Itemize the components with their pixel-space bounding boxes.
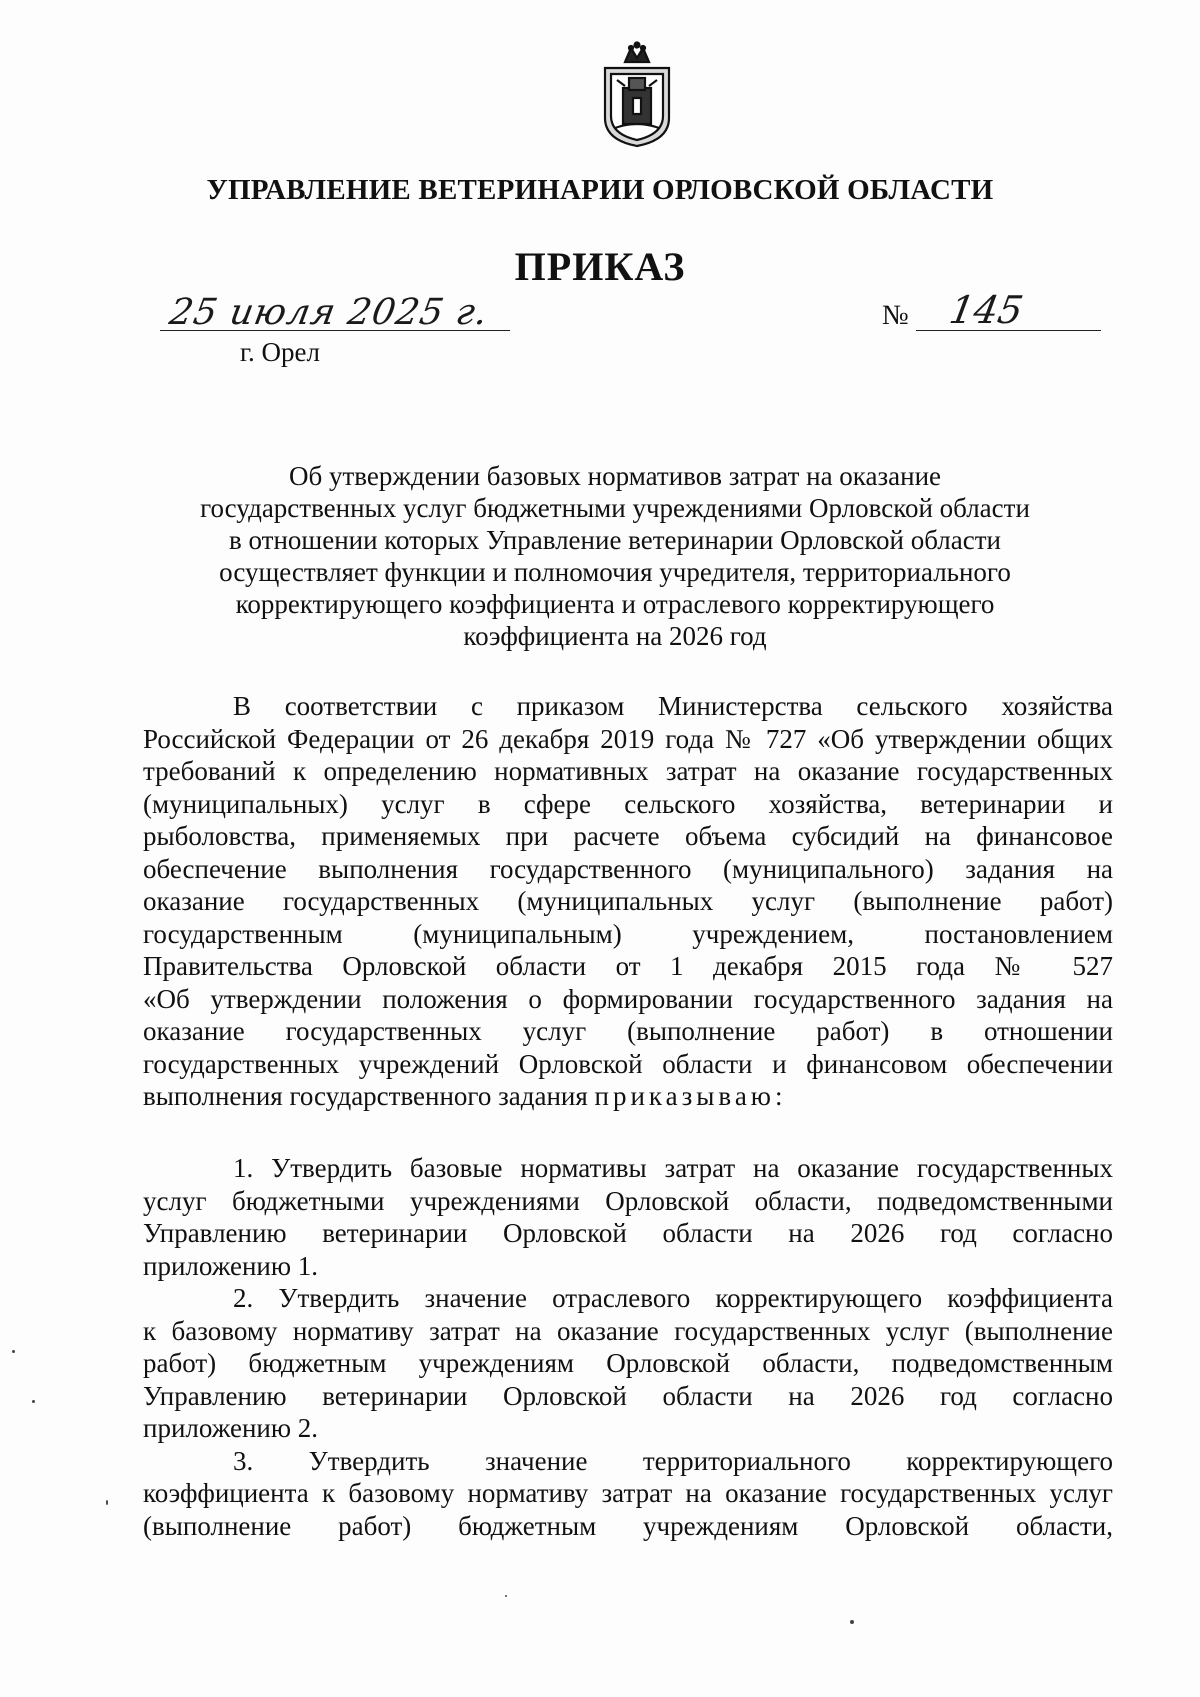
item-line: 1. Утвердить базовые нормативы затрат на оказание государственных [233,1153,1113,1183]
item-line: Управлению ветеринарии Орловской области на 2026 год согласно [143,1380,1113,1411]
preamble-line: Правительства Орловской области от 1 декабря 2015 года № 527 [143,951,1113,981]
order-command: приказываю: [594,1081,787,1111]
order-item-2 [143,1282,1113,1445]
item-line: Управлению ветеринарии Орловской области на 2026 год согласно [143,1218,1113,1248]
number-underline [916,330,1101,331]
preamble-line: оказание государственных услуг (выполнение работ) в отношении [143,1016,1113,1046]
preamble-line: рыболовства, применяемых при расчете объема субсидий на финансовое [143,821,1113,851]
order-items [143,1152,1113,1542]
item-line: (выполнение работ) бюджетным учреждениям Орловской области, [143,1510,1113,1541]
preamble-line: государственных учреждений Орловской области и финансовом обеспечении [143,1048,1113,1079]
preamble-last-line [143,1080,1113,1113]
subject-line: осуществляет функции и полномочия учредителя, территориального [219,557,1011,587]
handwritten-date: 25 июля 2025 г. [166,292,492,333]
coat-of-arms-emblem [595,40,679,150]
organization-title: УПРАВЛЕНИЕ ВЕТЕРИНАРИИ ОРЛОВСКОЙ ОБЛАСТИ [206,174,994,206]
subject-line: государственных услуг бюджетными учреждениями Орловской области [200,493,1030,523]
item-line: коэффициента к базовому нормативу затрат на оказание государственных услуг [143,1478,1113,1508]
preamble-line: Российской Федерации от 26 декабря 2019 года № 727 «Об утверждении общих [143,723,1113,754]
preamble-line: (муниципальных) услуг в сфере сельского хозяйства, ветеринарии и [143,788,1113,819]
item-line: 3. Утвердить значение территориального корректирующего [233,1445,1113,1476]
city-name: г. Орел [240,337,320,367]
scan-speck [32,1400,35,1403]
document-type-title: ПРИКАЗ [514,244,686,289]
preamble-line: «Об утверждении положения о формировании государственного задания на [143,983,1113,1014]
item-last-line: приложению 1. [143,1250,319,1281]
scan-speck [505,1595,507,1597]
item-line: 2. Утвердить значение отраслевого корректирующего коэффициента [233,1283,1113,1313]
scan-speck [850,1620,854,1624]
item-line: работ) бюджетным учреждениям Орловской области, подведомственным [143,1348,1113,1378]
order-item-3 [143,1445,1113,1543]
handwritten-number: 145 [946,288,1027,332]
preamble-paragraph [143,690,1113,1113]
scan-speck [106,1500,108,1505]
preamble-line: обеспечение выполнения государственного (муниципального) задания на [143,853,1113,884]
preamble-line: государственным (муниципальным) учреждением, постановлением [143,918,1113,949]
scan-speck [12,1350,15,1353]
order-item-1 [143,1152,1113,1282]
subject-line: корректирующего коэффициента и отраслевого корректирующего [235,589,995,619]
date-underline [160,330,510,331]
order-subject [170,460,1060,652]
preamble-last-text: выполнения государственного задания [143,1081,588,1111]
number-label: № [882,300,909,331]
subject-line: Об утверждении базовых нормативов затрат на оказание [288,461,942,491]
item-last-line: приложению 2. [143,1413,319,1443]
subject-line: в отношении которых Управление ветеринарии Орловской области [229,525,1001,555]
item-line: услуг бюджетными учреждениями Орловской области, подведомственными [143,1185,1113,1216]
item-line: к базовому нормативу затрат на оказание государственных услуг (выполнение [143,1315,1113,1346]
preamble-line: требований к определению нормативных затрат на оказание государственных [143,756,1113,786]
preamble-line: В соответствии с приказом Министерства сельского хозяйства [233,691,1113,721]
preamble-line: оказание государственных (муниципальных услуг (выполнение работ) [143,886,1113,916]
subject-line: коэффициента на 2026 год [463,621,767,651]
